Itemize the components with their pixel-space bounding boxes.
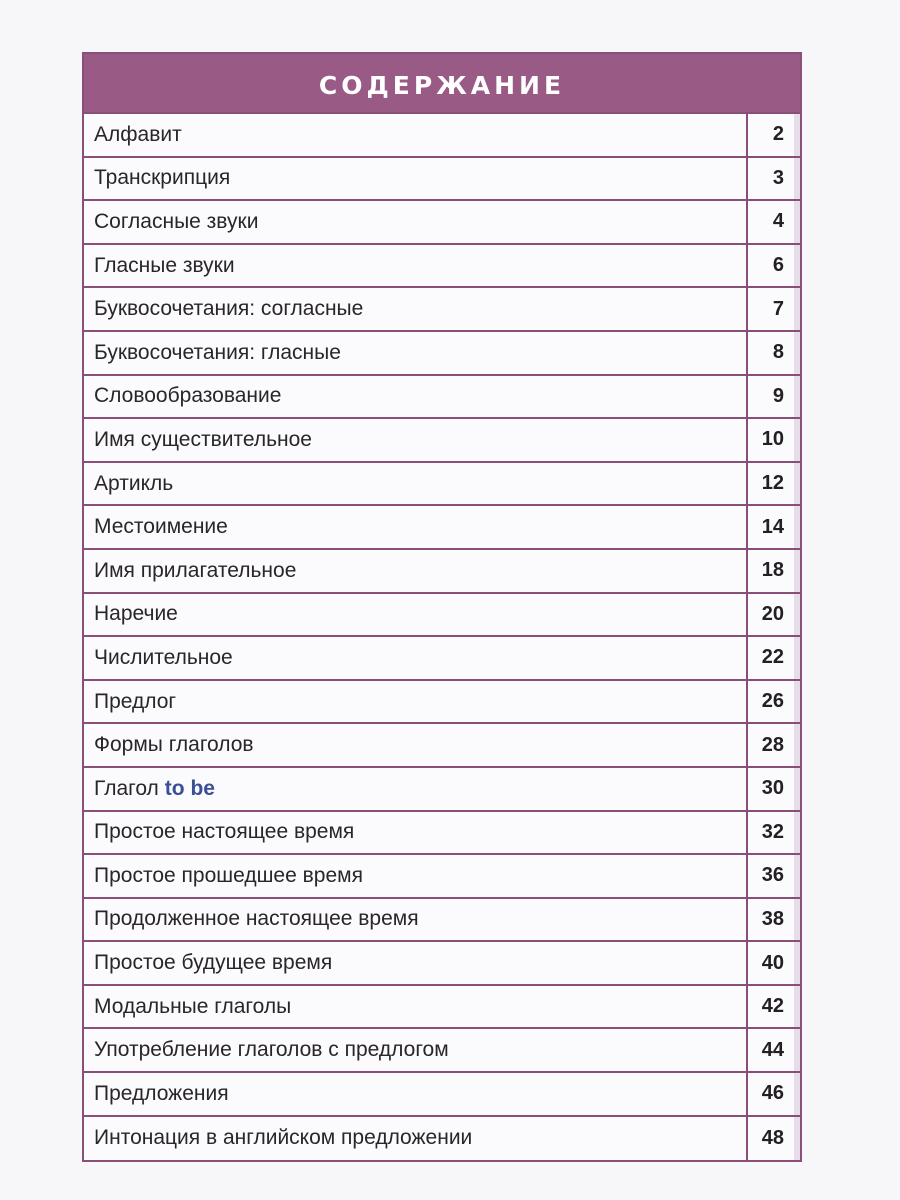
toc-page-number: 3 bbox=[748, 158, 800, 200]
toc-entry-text: Гласные звуки bbox=[94, 253, 235, 277]
toc-entry-text: Наречие bbox=[94, 602, 178, 626]
toc-entry-text: Транскрипция bbox=[94, 166, 231, 190]
toc-page-number: 48 bbox=[748, 1117, 800, 1161]
toc-entry-text: Местоимение bbox=[94, 515, 228, 539]
toc-entry-text: Формы глаголов bbox=[94, 733, 254, 757]
toc-row bbox=[84, 245, 800, 289]
toc-page-number: 38 bbox=[748, 899, 800, 941]
toc-row bbox=[84, 332, 800, 376]
toc-entry-label bbox=[84, 376, 748, 418]
toc-row bbox=[84, 463, 800, 507]
toc-row bbox=[84, 855, 800, 899]
toc-entry-label bbox=[84, 768, 748, 810]
toc-entry-text: Предложения bbox=[94, 1081, 229, 1105]
toc-entry-text: Предлог bbox=[94, 689, 177, 713]
toc-entry-text: Согласные звуки bbox=[94, 209, 259, 233]
toc-entry-text: Артикль bbox=[94, 471, 174, 495]
toc-row bbox=[84, 506, 800, 550]
toc-row bbox=[84, 594, 800, 638]
toc-row bbox=[84, 942, 800, 986]
toc-entry-label bbox=[84, 158, 748, 200]
toc-row bbox=[84, 899, 800, 943]
toc-entry-label bbox=[84, 986, 748, 1028]
toc-page-number: 46 bbox=[748, 1073, 800, 1115]
toc-entry-text: Числительное bbox=[94, 645, 233, 669]
toc-entry-label bbox=[84, 855, 748, 897]
toc-entry-text: Интонация в английском предложении bbox=[94, 1126, 473, 1150]
toc-entry-text: Продолженное настоящее время bbox=[94, 907, 419, 931]
toc-row bbox=[84, 812, 800, 856]
toc-entry-label bbox=[84, 1029, 748, 1071]
toc-entry-label bbox=[84, 637, 748, 679]
toc-page-number: 6 bbox=[748, 245, 800, 287]
toc-entry-text: Буквосочетания: согласные bbox=[94, 297, 364, 321]
toc-row bbox=[84, 376, 800, 420]
toc-entry-label bbox=[84, 1117, 748, 1161]
toc-entry-label bbox=[84, 594, 748, 636]
toc-entry-label bbox=[84, 724, 748, 766]
toc-page-number: 9 bbox=[748, 376, 800, 418]
toc-entry-label bbox=[84, 550, 748, 592]
toc-rows bbox=[84, 114, 800, 1160]
toc-entry-label bbox=[84, 463, 748, 505]
toc-page-number: 20 bbox=[748, 594, 800, 636]
toc-page-number: 18 bbox=[748, 550, 800, 592]
toc-entry-text: Модальные глаголы bbox=[94, 994, 292, 1018]
toc-entry-text: Имя прилагательное bbox=[94, 558, 297, 582]
toc-page-number: 8 bbox=[748, 332, 800, 374]
toc-row bbox=[84, 201, 800, 245]
toc-page-number: 12 bbox=[748, 463, 800, 505]
toc-row bbox=[84, 768, 800, 812]
toc-row bbox=[84, 288, 800, 332]
toc-entry-label bbox=[84, 419, 748, 461]
toc-title: СОДЕРЖАНИЕ bbox=[318, 70, 566, 100]
toc-entry-text: Простое настоящее время bbox=[94, 820, 355, 844]
toc-page-number: 14 bbox=[748, 506, 800, 548]
toc-page-number: 32 bbox=[748, 812, 800, 854]
table-of-contents bbox=[82, 52, 802, 1162]
toc-page-number: 7 bbox=[748, 288, 800, 330]
toc-page-number: 36 bbox=[748, 855, 800, 897]
toc-entry-text: Простое будущее время bbox=[94, 951, 333, 975]
toc-page-number: 28 bbox=[748, 724, 800, 766]
toc-entry-label bbox=[84, 288, 748, 330]
toc-page-number: 44 bbox=[748, 1029, 800, 1071]
toc-entry-text: Простое прошедшее время bbox=[94, 863, 363, 887]
toc-header bbox=[84, 54, 800, 114]
toc-row bbox=[84, 724, 800, 768]
toc-page-number: 4 bbox=[748, 201, 800, 243]
toc-entry-label bbox=[84, 812, 748, 854]
toc-page-number: 22 bbox=[748, 637, 800, 679]
toc-entry-highlight: to be bbox=[164, 776, 215, 800]
toc-entry-label bbox=[84, 1073, 748, 1115]
toc-page-number: 30 bbox=[748, 768, 800, 810]
toc-entry-label bbox=[84, 506, 748, 548]
toc-entry-label bbox=[84, 942, 748, 984]
toc-row bbox=[84, 114, 800, 158]
toc-entry-text: Алфавит bbox=[94, 122, 182, 146]
toc-row bbox=[84, 637, 800, 681]
toc-row bbox=[84, 1073, 800, 1117]
toc-row bbox=[84, 1029, 800, 1073]
toc-page-number: 10 bbox=[748, 419, 800, 461]
toc-entry-text: Имя существительное bbox=[94, 427, 312, 451]
toc-row bbox=[84, 419, 800, 463]
toc-row bbox=[84, 1117, 800, 1161]
toc-entry-label bbox=[84, 201, 748, 243]
toc-page-number: 40 bbox=[748, 942, 800, 984]
toc-page-number: 26 bbox=[748, 681, 800, 723]
toc-entry-label bbox=[84, 332, 748, 374]
toc-entry-text: Буквосочетания: гласные bbox=[94, 340, 341, 364]
toc-row bbox=[84, 158, 800, 202]
toc-entry-label bbox=[84, 245, 748, 287]
toc-entry-label bbox=[84, 681, 748, 723]
toc-entry-text: Употребление глаголов с предлогом bbox=[94, 1038, 449, 1062]
toc-page-number: 2 bbox=[748, 114, 800, 156]
toc-entry-label bbox=[84, 899, 748, 941]
toc-entry-label bbox=[84, 114, 748, 156]
toc-entry-text: Словообразование bbox=[94, 384, 282, 408]
toc-page-number: 42 bbox=[748, 986, 800, 1028]
toc-row bbox=[84, 681, 800, 725]
toc-row bbox=[84, 986, 800, 1030]
toc-row bbox=[84, 550, 800, 594]
toc-entry-text: Глагол bbox=[94, 776, 159, 800]
